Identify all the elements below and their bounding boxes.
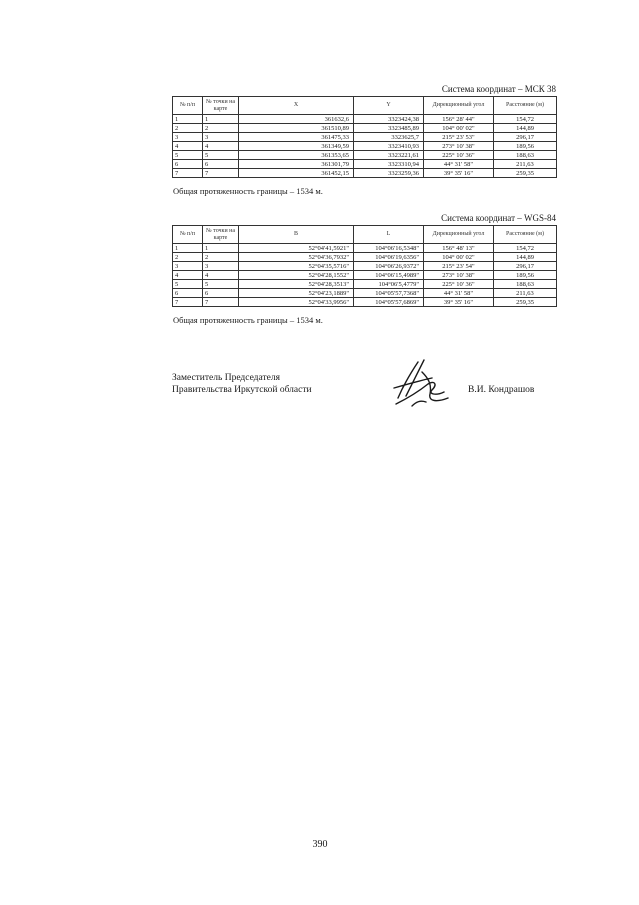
table-cell: 259,35 xyxy=(494,298,557,307)
table-row xyxy=(173,280,557,289)
table-cell: 296,17 xyxy=(494,133,557,142)
table-cell: 3 xyxy=(173,133,203,142)
table-cell: 361452,15 xyxy=(239,169,354,178)
table-cell: 225° 10' 36" xyxy=(424,280,494,289)
table-cell: 6 xyxy=(203,289,239,298)
table-cell: 6 xyxy=(173,289,203,298)
table-cell: 3323221,61 xyxy=(354,151,424,160)
table-cell: 3 xyxy=(203,262,239,271)
table-row xyxy=(173,253,557,262)
table-cell: 44° 31' 58" xyxy=(424,289,494,298)
table-cell: 361301,79 xyxy=(239,160,354,169)
table-cell: 104°05'57,7368" xyxy=(354,289,424,298)
table-cell: 3 xyxy=(203,133,239,142)
table-cell: 144,89 xyxy=(494,253,557,262)
column-header: B xyxy=(239,226,354,244)
table-cell: 144,89 xyxy=(494,124,557,133)
table2-total-length: Общая протяженность границы – 1534 м. xyxy=(173,315,323,325)
table-cell: 7 xyxy=(173,298,203,307)
table-cell: 225° 10' 36" xyxy=(424,151,494,160)
table-cell: 2 xyxy=(203,253,239,262)
table-cell: 2 xyxy=(173,124,203,133)
table-row xyxy=(173,115,557,124)
column-header: № п/п xyxy=(173,226,203,244)
table-cell: 3323424,38 xyxy=(354,115,424,124)
table-cell: 104° 00' 02" xyxy=(424,124,494,133)
coordinates-table-msk38 xyxy=(172,96,557,178)
table-row xyxy=(173,160,557,169)
table-cell: 7 xyxy=(203,298,239,307)
table-cell: 4 xyxy=(173,271,203,280)
table-cell: 44° 31' 58" xyxy=(424,160,494,169)
table1-caption: Система координат – МСК 38 xyxy=(441,84,556,94)
table-cell: 154,72 xyxy=(494,244,557,253)
table-cell: 215° 23' 53" xyxy=(424,133,494,142)
table-cell: 104°06'5,4779" xyxy=(354,280,424,289)
signer-name: В.И. Кондрашов xyxy=(468,385,535,395)
table-cell: 5 xyxy=(203,151,239,160)
table-cell: 361353,65 xyxy=(239,151,354,160)
table2-caption: Система координат – WGS-84 xyxy=(441,213,556,223)
table-cell: 104°06'15,4989" xyxy=(354,271,424,280)
table-cell: 104°06'19,6356" xyxy=(354,253,424,262)
table-cell: 2 xyxy=(203,124,239,133)
table-body xyxy=(173,115,557,178)
table-cell: 104°06'16,5348" xyxy=(354,244,424,253)
table-cell: 361510,89 xyxy=(239,124,354,133)
table-cell: 3323310,94 xyxy=(354,160,424,169)
table-cell: 3323485,89 xyxy=(354,124,424,133)
table-cell: 1 xyxy=(173,244,203,253)
table-cell: 104°05'57,6869" xyxy=(354,298,424,307)
table-header-row xyxy=(173,226,557,244)
table-row xyxy=(173,133,557,142)
table-cell: 52°04'35,5716" xyxy=(239,262,354,271)
table-cell: 273° 10' 38" xyxy=(424,142,494,151)
table-cell: 189,56 xyxy=(494,271,557,280)
table-cell: 39° 35' 16" xyxy=(424,169,494,178)
table-cell: 1 xyxy=(203,244,239,253)
table-row xyxy=(173,151,557,160)
table-cell: 273° 10' 38" xyxy=(424,271,494,280)
table-cell: 52°04'28,1552" xyxy=(239,271,354,280)
column-header: X xyxy=(239,97,354,115)
table-cell: 52°04'23,1889" xyxy=(239,289,354,298)
table-cell: 3 xyxy=(173,262,203,271)
table-cell: 39° 35' 16" xyxy=(424,298,494,307)
table-cell: 4 xyxy=(203,271,239,280)
table-cell: 156° 48' 13" xyxy=(424,244,494,253)
column-header: № точки на карте xyxy=(203,226,239,244)
table-cell: 189,56 xyxy=(494,142,557,151)
table-row xyxy=(173,298,557,307)
table-cell: 3323410,93 xyxy=(354,142,424,151)
table-cell: 188,63 xyxy=(494,151,557,160)
table-cell: 211,63 xyxy=(494,289,557,298)
table-cell: 211,63 xyxy=(494,160,557,169)
column-header: Расстояние (м) xyxy=(494,97,557,115)
table-cell: 5 xyxy=(173,151,203,160)
page-number: 390 xyxy=(312,839,328,850)
table-cell: 4 xyxy=(203,142,239,151)
table-cell: 3323259,36 xyxy=(354,169,424,178)
table1-total-length: Общая протяженность границы – 1534 м. xyxy=(173,186,323,196)
table-cell: 7 xyxy=(173,169,203,178)
column-header: Дирекционный угол xyxy=(424,97,494,115)
signer-position-line2: Правительства Иркутской области xyxy=(172,385,312,395)
column-header: Расстояние (м) xyxy=(494,226,557,244)
table-row xyxy=(173,289,557,298)
table-cell: 6 xyxy=(173,160,203,169)
table-cell: 361632,6 xyxy=(239,115,354,124)
column-header: Дирекционный угол xyxy=(424,226,494,244)
table-cell: 52°04'33,9956" xyxy=(239,298,354,307)
table-cell: 104° 00' 02" xyxy=(424,253,494,262)
table-cell: 3323625,7 xyxy=(354,133,424,142)
table-cell: 361349,59 xyxy=(239,142,354,151)
coordinates-table-wgs84 xyxy=(172,225,557,307)
handwritten-signature xyxy=(388,354,454,412)
table-cell: 361475,33 xyxy=(239,133,354,142)
table-cell: 52°04'36,7932" xyxy=(239,253,354,262)
table-cell: 154,72 xyxy=(494,115,557,124)
table-cell: 4 xyxy=(173,142,203,151)
table-cell: 104°06'26,9372" xyxy=(354,262,424,271)
table-header-row xyxy=(173,97,557,115)
table-row xyxy=(173,244,557,253)
table-cell: 2 xyxy=(173,253,203,262)
table-row xyxy=(173,124,557,133)
table-cell: 5 xyxy=(203,280,239,289)
column-header: № точки на карте xyxy=(203,97,239,115)
table-row xyxy=(173,262,557,271)
table-row xyxy=(173,271,557,280)
table-cell: 296,17 xyxy=(494,262,557,271)
table-cell: 259,35 xyxy=(494,169,557,178)
column-header: Y xyxy=(354,97,424,115)
table-cell: 1 xyxy=(173,115,203,124)
table-row xyxy=(173,142,557,151)
table-cell: 5 xyxy=(173,280,203,289)
table-cell: 7 xyxy=(203,169,239,178)
table-cell: 52°04'41,5921" xyxy=(239,244,354,253)
table-cell: 156° 28' 44" xyxy=(424,115,494,124)
table-body xyxy=(173,244,557,307)
column-header: L xyxy=(354,226,424,244)
table-cell: 188,63 xyxy=(494,280,557,289)
table-cell: 215° 23' 54" xyxy=(424,262,494,271)
table-row xyxy=(173,169,557,178)
table-cell: 52°04'28,3513" xyxy=(239,280,354,289)
table-cell: 1 xyxy=(203,115,239,124)
table-cell: 6 xyxy=(203,160,239,169)
signer-position-line1: Заместитель Председателя xyxy=(172,373,280,383)
column-header: № п/п xyxy=(173,97,203,115)
